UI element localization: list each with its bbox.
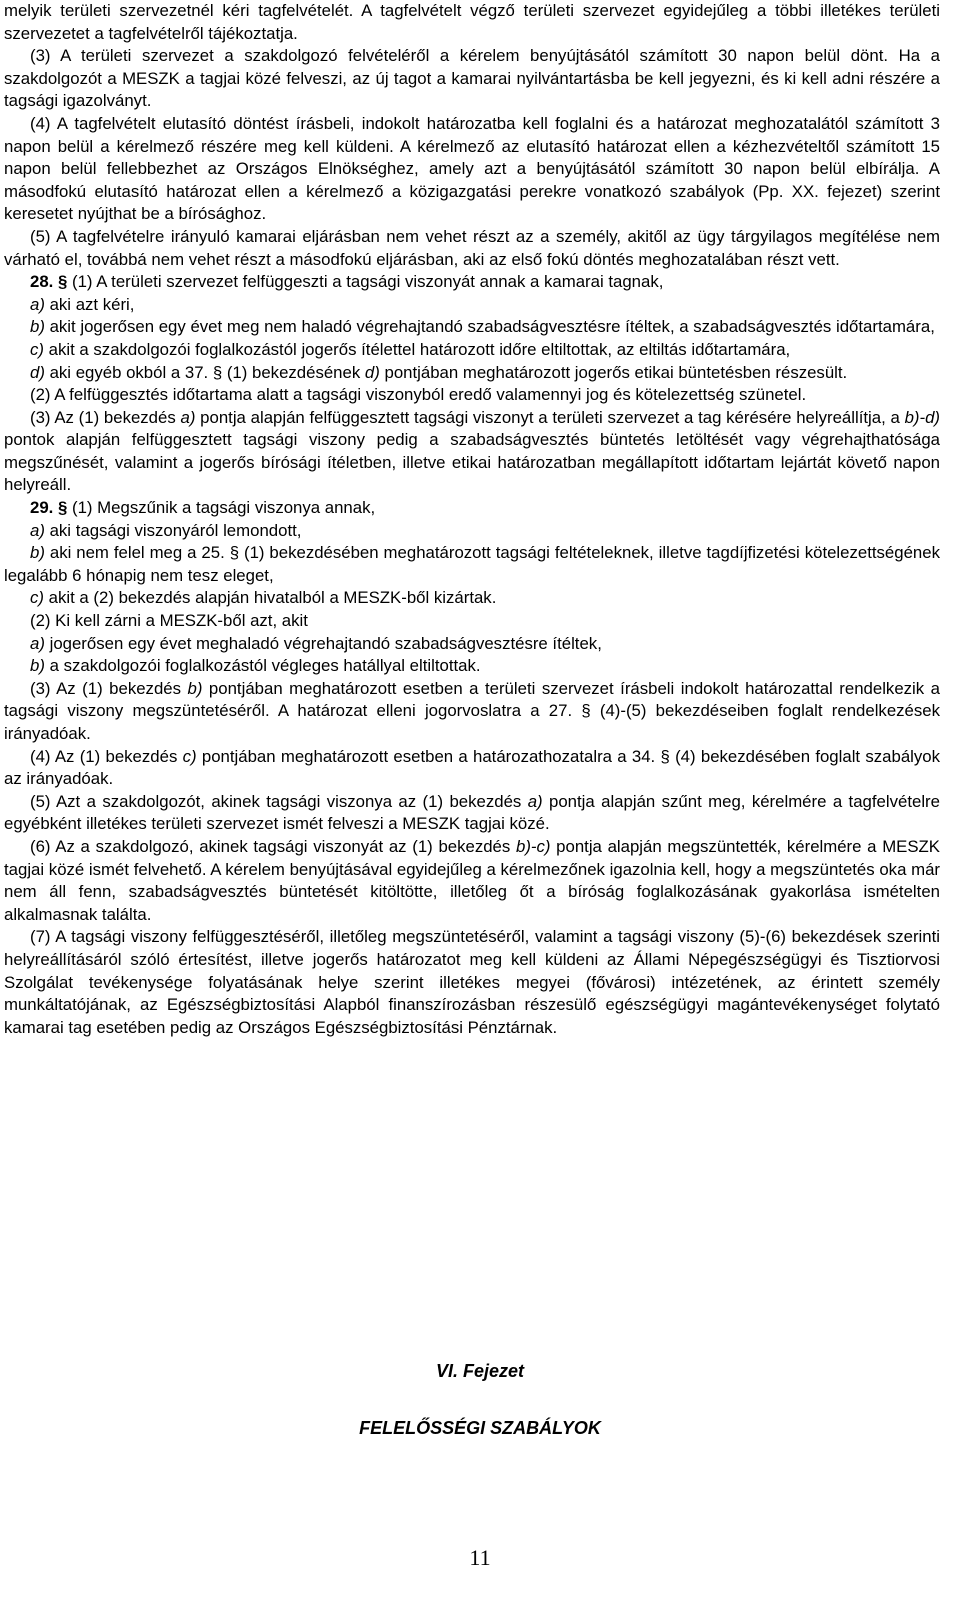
page-number: 11	[469, 1545, 491, 1570]
paragraph	[4, 339, 940, 362]
text-run: c)	[30, 588, 44, 608]
paragraph	[4, 362, 940, 385]
text-run: (4) A tagfelvételt elutasító döntést írásbeli, indokolt határozatba kell foglalni és a határozat meghozatalától számított 3 napon belül a kérelmező részére meg kell küldeni. A kérelmező az elutasító határozat ellen a kézhezvételtől számított 15 napon belül fellebbezhet az Országos Elnökséghez, amely azt a benyújtásától számított 30 napon belül elbírálja. A másodfokú elutasító határozat ellen a kérelmező a közigazgatási perekre vonatkozó szabályok (Pp. XX. fejezet) szerint keresetet nyújthat be a bírósághoz.	[4, 113, 940, 224]
text-run: (6) Az a szakdolgozó, akinek tagsági viszonyát az (1) bekezdés	[30, 836, 516, 856]
text-run: d)	[364, 362, 380, 382]
paragraph	[4, 746, 940, 791]
text-run: b)	[30, 656, 45, 676]
text-run: b)	[30, 543, 45, 563]
paragraph	[4, 316, 940, 339]
chapter-title: FELELŐSSÉGI SZABÁLYOK	[359, 1418, 601, 1438]
text-run: aki azt kéri,	[44, 294, 135, 314]
text-run: (5) A tagfelvételre irányuló kamarai eljárásban nem vehet részt az a személy, akitől az ügy tárgyilagos megítélése nem várható el, továbbá nem vehet részt a másodfokú eljárásban, aki az első fokú döntés meghozatalában részt vett.	[4, 226, 940, 269]
text-run: (2) Ki kell zárni a MESZK-ből azt, akit	[30, 611, 308, 631]
text-run: c)	[30, 339, 44, 359]
paragraph	[4, 497, 940, 520]
paragraph	[4, 407, 940, 497]
paragraph	[4, 226, 940, 271]
text-run: aki nem felel meg a 25. § (1) bekezdésében meghatározott tagsági feltételeknek, illetve tagdíjfizetési kötelezettségének legalább 6 hónapig nem tesz eleget,	[4, 543, 940, 585]
paragraph	[4, 113, 940, 226]
text-run: aki tagsági viszonyáról lemondott,	[44, 520, 302, 540]
paragraph	[4, 520, 940, 543]
text-run: pontja alapján megszüntették, kérelmére a MESZK tagjai közé ismét felvehető. A kérelem benyújtásával egyidejűleg a kérelmezőnek igazolnia kell, hogy a megszüntetés oka már nem áll fenn, szabadságvesztés büntetését kitöltötte, illetőleg őt a bíróság foglalkozásának gyakorlása ismételten alkalmasnak találta.	[4, 836, 940, 924]
text-run: (3) Az (1) bekezdés	[30, 678, 188, 698]
paragraph	[4, 587, 940, 610]
document-body	[4, 0, 940, 1039]
paragraph	[4, 633, 940, 656]
text-run: aki egyéb okból a 37. § (1) bekezdésének	[44, 362, 365, 382]
text-run: jogerősen egy évet meghaladó végrehajtandó szabadságvesztésre ítéltek,	[44, 633, 602, 653]
paragraph	[4, 678, 940, 746]
text-run: pontjában meghatározott esetben a határozathozatalra a 34. § (4) bekezdésében foglalt szabályok az irányadóak.	[4, 746, 940, 789]
text-run: (4) Az (1) bekezdés	[30, 746, 183, 766]
paragraph	[4, 294, 940, 317]
paragraph	[4, 610, 940, 633]
chapter-number: VI. Fejezet	[435, 1361, 525, 1381]
text-run: (5) Azt a szakdolgozót, akinek tagsági viszonya az (1) bekezdés	[30, 791, 528, 811]
text-run: akit jogerősen egy évet meg nem haladó végrehajtandó szabadságvesztésre ítéltek, a szabadságvesztés időtartamára,	[44, 317, 935, 337]
text-run: b)	[30, 317, 45, 337]
text-run: a)	[527, 791, 543, 811]
text-run: akit a (2) bekezdés alapján hivatalból a MESZK-ből kizártak.	[43, 588, 497, 608]
paragraph	[4, 836, 940, 926]
text-run: pontja alapján felfüggesztett tagsági viszonyt a területi szervezet a tag kérésére helyreállítja, a	[195, 407, 905, 427]
text-run: a)	[30, 520, 45, 540]
text-run: b)-d)	[904, 407, 940, 427]
text-run: (3) Az (1) bekezdés	[30, 407, 181, 427]
text-run: 29. §	[30, 498, 72, 518]
paragraph	[4, 655, 940, 678]
paragraph	[4, 45, 940, 113]
text-run: d)	[30, 362, 45, 382]
paragraph	[4, 0, 940, 45]
text-run: a)	[30, 294, 45, 314]
text-run: (1) Megszűnik a tagsági viszonya annak,	[72, 498, 376, 518]
text-run: melyik területi szervezetnél kéri tagfelvételét. A tagfelvételt végző területi szervezet egyidejűleg a többi illetékes területi szervezetet a tagfelvételről tájékoztatja.	[4, 1, 940, 43]
text-run: pontja alapján szűnt meg, kérelmére a tagfelvételre egyébként illetékes területi szervezet ismét felveszi a MESZK tagjai közé.	[4, 791, 940, 834]
text-run: b)-c)	[515, 836, 551, 856]
text-run: akit a szakdolgozói foglalkozástól jogerős ítélettel határozott időre eltiltottak, az eltiltás időtartamára,	[43, 339, 791, 359]
text-run: (3) A területi szervezet a szakdolgozó felvételéről a kérelem benyújtásától számított 30 napon belül dönt. Ha a szakdolgozót a MESZK a tagjai közé felveszi, az új tagot a kamarai nyilvántartásba be kell jegyezni, és ki kell adni részére a tagsági igazolványt.	[4, 46, 940, 111]
text-run: (7) A tagsági viszony felfüggesztéséről, illetőleg megszüntetéséről, valamint a tagsági viszony (5)-(6) bekezdések szerinti helyreállításáról szóló értesítést, illetve jogerős határozatot meg kell küldeni az Állami Népegészségügyi és Tisztiorvosi Szolgálat tevékenysége folyatásának helye szerint illetékes megyei (fővárosi) intézetének, az érintett személy munkáltatójának, az Egészségbiztosítási Alapból finanszírozásban részesülő egészségügyi magántevékenységet folytató kamarai tag esetében pedig az Országos Egészségbiztosítási Pénztárnak.	[4, 927, 940, 1037]
text-run: a)	[30, 633, 45, 653]
text-run: a szakdolgozói foglalkozástól végleges hatállyal eltiltottak.	[44, 656, 481, 676]
text-run: pontjában meghatározott esetben a területi szervezet írásbeli indokolt határozattal rendelkezik a tagsági viszony megszüntetéséről. A határozat elleni jogorvoslatra a 27. § (4)-(5) bekezdéseiben foglalt rendelkezések irányadóak.	[4, 678, 940, 743]
text-run: b)	[187, 678, 203, 698]
paragraph	[4, 542, 940, 587]
text-run: c)	[182, 746, 197, 766]
paragraph	[4, 791, 940, 836]
text-run: a)	[180, 407, 196, 427]
text-run: pontjában meghatározott jogerős etikai büntetésben részesült.	[379, 362, 848, 382]
paragraph	[4, 384, 940, 407]
paragraph	[4, 271, 940, 294]
paragraph	[4, 926, 940, 1039]
text-run: pontok alapján felfüggesztett tagsági viszony pedig a szabadságvesztés büntetés letöltését vagy végrehajthatósága megszűnését, valamint a jogerős bírósági ítéletben, illetve etikai határozatban megállapított időtartam lejártát követő napon helyreáll.	[4, 430, 940, 495]
text-run: 28. §	[30, 272, 72, 292]
text-run: (2) A felfüggesztés időtartama alatt a tagsági viszonyból eredő valamennyi jog és kötelezettség szünetel.	[30, 385, 807, 405]
text-run: (1) A területi szervezet felfüggeszti a tagsági viszonyát annak a kamarai tagnak,	[72, 272, 664, 292]
